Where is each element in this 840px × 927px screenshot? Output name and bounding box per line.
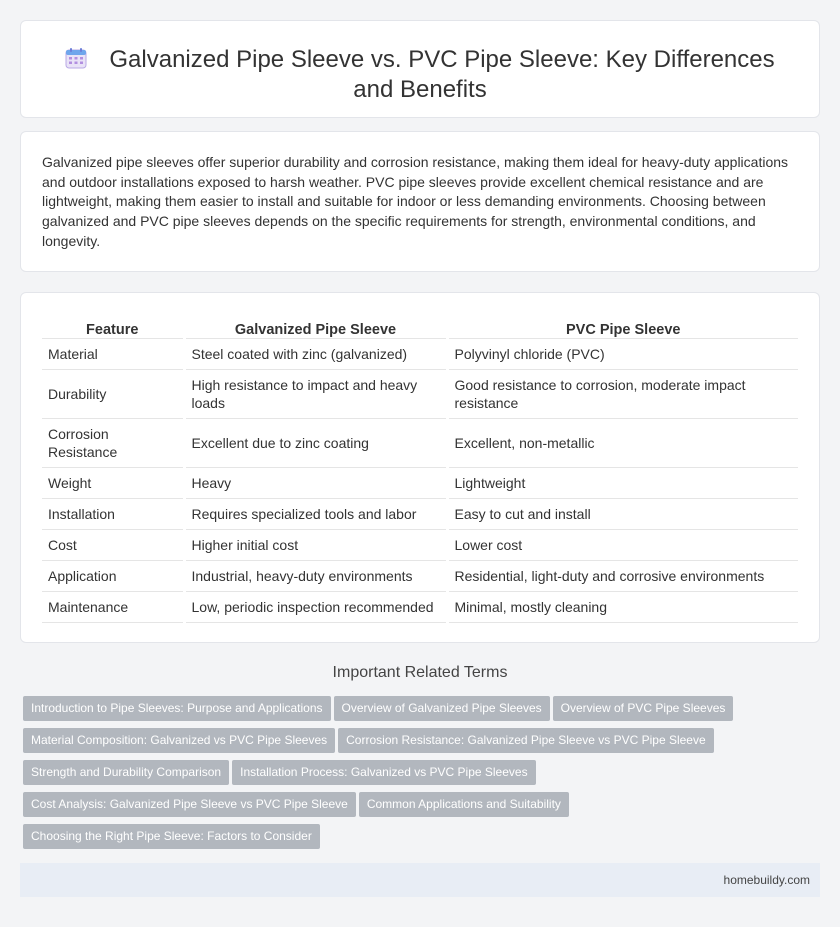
galvanized-cell: High resistance to impact and heavy loads (184, 369, 447, 418)
pvc-cell: Easy to cut and install (447, 498, 798, 529)
table-row (42, 418, 798, 467)
comparison-table (42, 314, 798, 623)
galvanized-cell: Steel coated with zinc (galvanized) (184, 338, 447, 369)
footer-site-link[interactable]: homebuildy.com (723, 873, 810, 887)
table-row (42, 369, 798, 418)
intro-card (20, 131, 820, 272)
pvc-cell: Residential, light-duty and corrosive environments (447, 560, 798, 591)
table-row (42, 591, 798, 622)
feature-cell: Cost (42, 529, 184, 560)
galvanized-cell: Excellent due to zinc coating (184, 418, 447, 467)
related-tag[interactable]: Installation Process: Galvanized vs PVC Pipe Sleeves (232, 760, 535, 785)
galvanized-cell: Heavy (184, 467, 447, 498)
pvc-cell: Excellent, non-metallic (447, 418, 798, 467)
pvc-cell: Polyvinyl chloride (PVC) (447, 338, 798, 369)
related-tag[interactable]: Corrosion Resistance: Galvanized Pipe Sleeve vs PVC Pipe Sleeve (338, 728, 714, 753)
header-feature: Feature (42, 314, 184, 338)
header-galvanized: Galvanized Pipe Sleeve (184, 314, 447, 338)
related-terms-tags (23, 696, 823, 856)
galvanized-cell: Higher initial cost (184, 529, 447, 560)
page-title: Galvanized Pipe Sleeve vs. PVC Pipe Sleeve: Key Differences and Benefits (109, 46, 775, 103)
title-card (20, 20, 820, 118)
footer (20, 863, 820, 897)
table-row (42, 529, 798, 560)
related-tag[interactable]: Cost Analysis: Galvanized Pipe Sleeve vs PVC Pipe Sleeve (23, 792, 356, 817)
comparison-card (20, 292, 820, 643)
pvc-cell: Good resistance to corrosion, moderate impact resistance (447, 369, 798, 418)
table-row (42, 467, 798, 498)
feature-cell: Corrosion Resistance (42, 418, 184, 467)
feature-cell: Maintenance (42, 591, 184, 622)
header-pvc: PVC Pipe Sleeve (447, 314, 798, 338)
calendar-icon (65, 47, 87, 69)
feature-cell: Installation (42, 498, 184, 529)
table-row (42, 338, 798, 369)
feature-cell: Material (42, 338, 184, 369)
galvanized-cell: Low, periodic inspection recommended (184, 591, 447, 622)
related-tag[interactable]: Strength and Durability Comparison (23, 760, 229, 785)
pvc-cell: Lightweight (447, 467, 798, 498)
related-tag[interactable]: Material Composition: Galvanized vs PVC Pipe Sleeves (23, 728, 335, 753)
table-row (42, 560, 798, 591)
related-tag[interactable]: Overview of Galvanized Pipe Sleeves (334, 696, 550, 721)
related-tag[interactable]: Overview of PVC Pipe Sleeves (553, 696, 734, 721)
pvc-cell: Minimal, mostly cleaning (447, 591, 798, 622)
feature-cell: Application (42, 560, 184, 591)
related-tag[interactable]: Common Applications and Suitability (359, 792, 569, 817)
related-terms-title: Important Related Terms (332, 664, 508, 681)
related-tag[interactable]: Choosing the Right Pipe Sleeve: Factors to Consider (23, 824, 320, 849)
table-row (42, 498, 798, 529)
feature-cell: Durability (42, 369, 184, 418)
table-header-row (42, 314, 798, 338)
related-tag[interactable]: Introduction to Pipe Sleeves: Purpose and Applications (23, 696, 331, 721)
galvanized-cell: Requires specialized tools and labor (184, 498, 447, 529)
page-title-row (21, 45, 819, 105)
galvanized-cell: Industrial, heavy-duty environments (184, 560, 447, 591)
pvc-cell: Lower cost (447, 529, 798, 560)
intro-paragraph: Galvanized pipe sleeves offer superior durability and corrosion resistance, making them ideal for heavy-duty applications and outdoor installations exposed to harsh weather. PVC pipe sleeves provide excellent chemical resistance and are lightweight, making them easier to install and suitable for indoor or less demanding environments. Choosing between galvanized and PVC pipe sleeves depends on the specific requirements for strength, environmental conditions, and longevity. (42, 154, 789, 249)
feature-cell: Weight (42, 467, 184, 498)
